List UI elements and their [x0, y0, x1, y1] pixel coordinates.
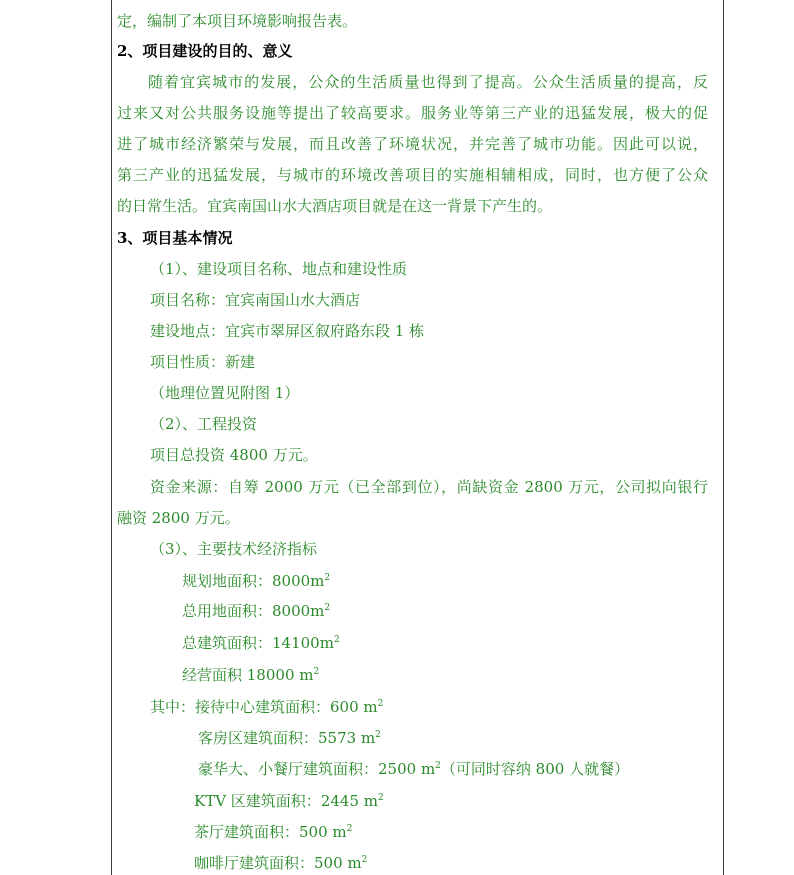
total-building-area: 总建筑面积：$14100m^2$: [182, 634, 340, 652]
section-heading: 2、项目建设的目的、意义: [117, 42, 293, 60]
project-location: 建设地点：宜宾市翠屏区叙府路东段 1 栋: [150, 322, 425, 340]
paragraph-line: 随着宜宾城市的发展，公众的生活质量也得到了提高。公众生活质量的提高，反: [148, 73, 708, 91]
paragraph-line: 的日常生活。宜宾南国山水大酒店项目就是在这一背景下产生的。: [117, 197, 553, 215]
total-land-area: 总用地面积：$8000m^2$: [182, 602, 331, 620]
tea-hall-area: 茶厅建筑面积：500 $m^2$: [194, 823, 353, 841]
ktv-area: KTV 区建筑面积：2445 $m^2$: [194, 792, 384, 810]
funding-source-cont: 融资 2800 万元。: [117, 509, 240, 527]
guest-room-area: 客房区建筑面积：5573 $m^2$: [198, 729, 381, 747]
section-heading: 3、项目基本情况: [117, 229, 233, 247]
dining-hall-area: 豪华大、小餐厅建筑面积：2500 $m^2$（可同时容纳 800 人就餐）: [198, 760, 630, 778]
total-investment: 项目总投资 4800 万元。: [150, 446, 318, 464]
paragraph-line: 第三产业的迅猛发展，与城市的环境改善项目的实施相辅相成，同时，也方便了公众: [117, 166, 708, 184]
subsection-heading: （2）、工程投资: [150, 415, 258, 433]
funding-source: 资金来源：自筹 2000 万元（已全部到位），尚缺资金 2800 万元，公司拟向银行: [150, 478, 708, 496]
operating-area: 经营面积 18000 $m^2$: [182, 666, 320, 684]
subsection-heading: （3）、主要技术经济指标: [150, 540, 318, 558]
cafe-area: 咖啡厅建筑面积：500 $m^2$: [194, 854, 368, 872]
map-reference: （地理位置见附图 1）: [150, 384, 300, 402]
paragraph-line: 过来又对公共服务设施等提出了较高要求。服务业等第三产业的迅猛发展，极大的促: [117, 104, 708, 122]
subsection-heading: （1）、建设项目名称、地点和建设性质: [150, 260, 408, 278]
paragraph-line: 进了城市经济繁荣与发展，而且改善了环境状况，并完善了城市功能。因此可以说，: [117, 135, 708, 153]
project-name: 项目名称：宜宾南国山水大酒店: [150, 291, 361, 309]
planned-area: 规划地面积：$8000m^2$: [182, 572, 331, 590]
project-nature: 项目性质：新建: [150, 353, 256, 371]
reception-area: 其中：接待中心建筑面积：600 $m^2$: [150, 698, 384, 716]
text-line: 定，编制了本项目环境影响报告表。: [117, 12, 358, 30]
